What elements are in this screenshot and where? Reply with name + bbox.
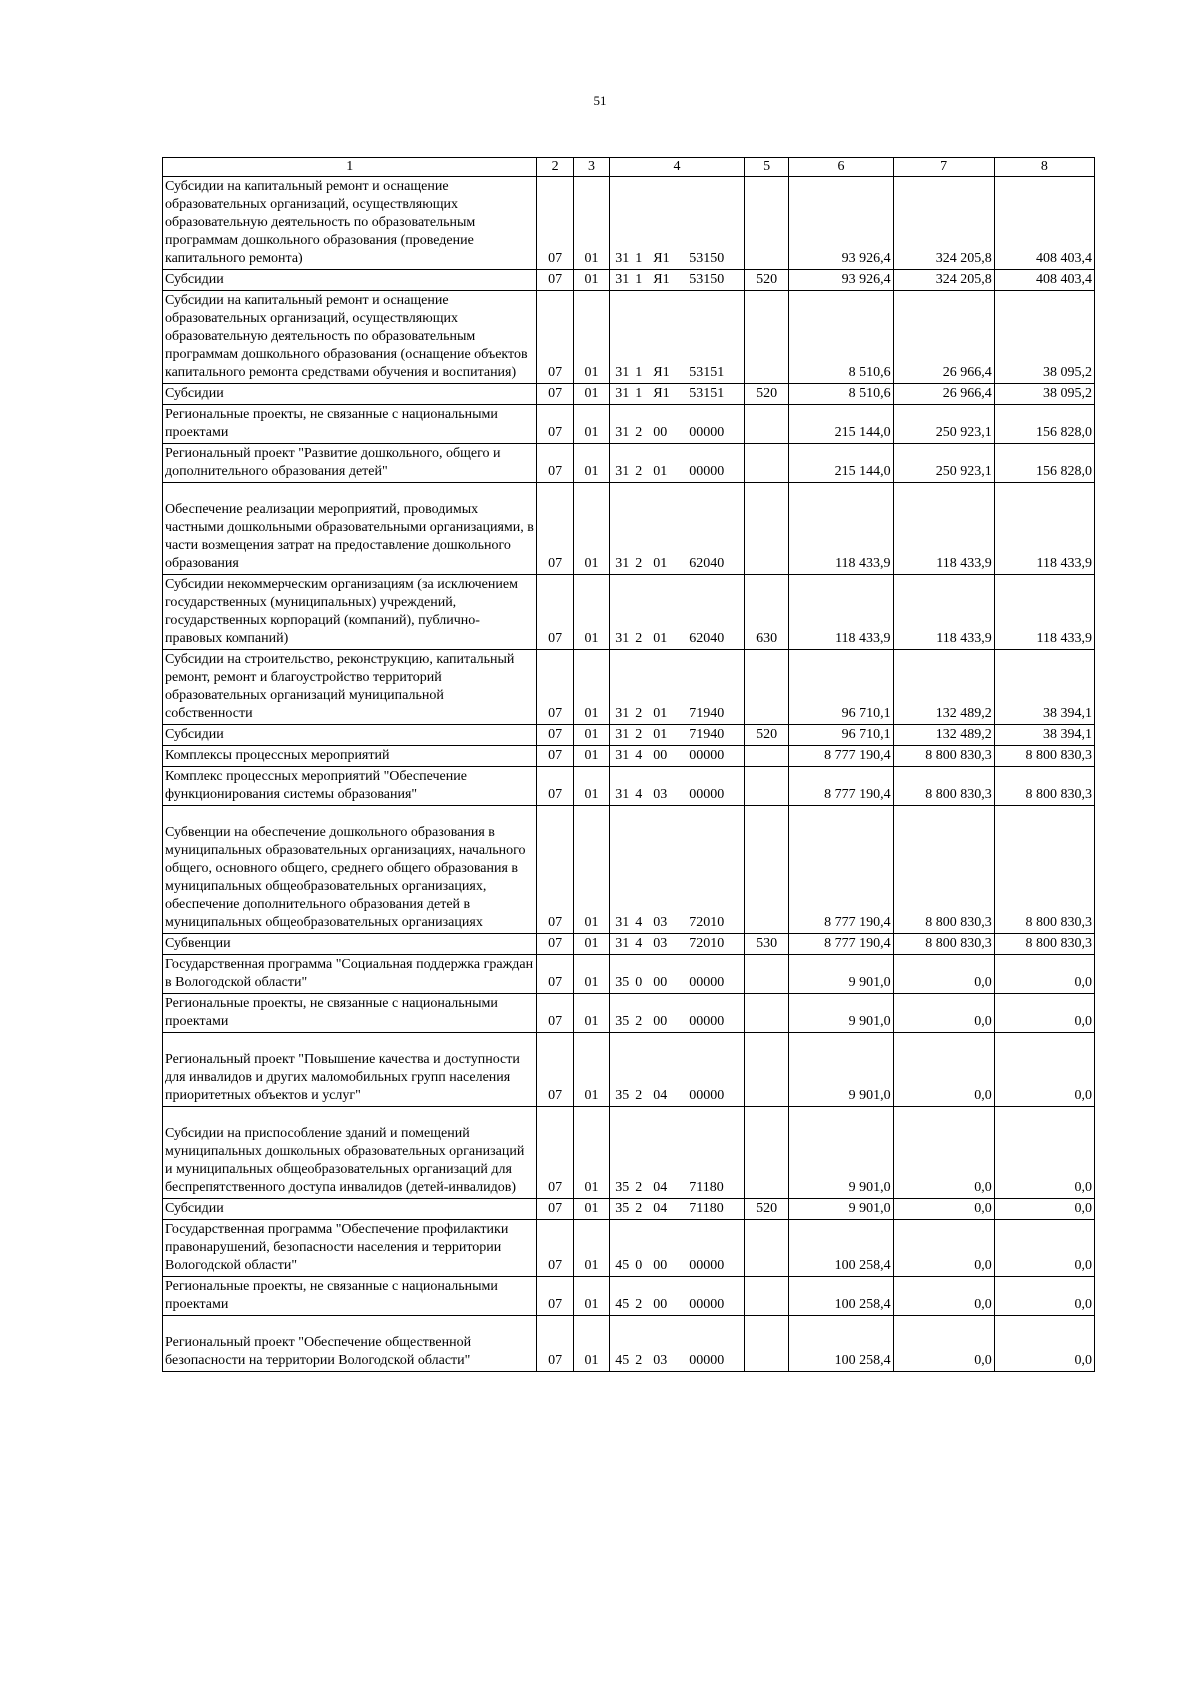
target-article-code <box>610 994 745 1033</box>
article-code-part: 31 <box>615 631 630 646</box>
article-code-part: 45 <box>615 1297 630 1312</box>
row-name: Региональные проекты, не связанные с национальными проектами <box>163 1277 537 1316</box>
expense-type-code: 520 <box>744 384 789 405</box>
amount-year-3: 38 394,1 <box>994 650 1094 725</box>
section-code: 07 <box>537 177 573 270</box>
amount-year-1: 215 144,0 <box>789 444 893 483</box>
row-name: Субвенции <box>163 934 537 955</box>
amount-year-2: 0,0 <box>893 1277 994 1316</box>
amount-year-1: 8 777 190,4 <box>789 934 893 955</box>
target-article-code <box>610 1199 745 1220</box>
section-code: 07 <box>537 806 573 934</box>
amount-year-3: 156 828,0 <box>994 405 1094 444</box>
header-cell-6: 6 <box>789 158 893 177</box>
article-code-part: 53150 <box>689 251 725 266</box>
amount-year-1: 8 777 190,4 <box>789 806 893 934</box>
table-row <box>163 1199 1095 1220</box>
target-article-code <box>610 483 745 575</box>
section-code: 07 <box>537 1277 573 1316</box>
row-name: Региональный проект "Развитие дошкольного, общего и дополнительного образования детей" <box>163 444 537 483</box>
article-code-part: 04 <box>653 1088 668 1103</box>
amount-year-3: 118 433,9 <box>994 575 1094 650</box>
article-code-part: 00000 <box>689 1353 725 1368</box>
article-code-part: 00000 <box>689 1088 725 1103</box>
article-code-part: 03 <box>653 1353 668 1368</box>
amount-year-2: 118 433,9 <box>893 575 994 650</box>
header-cell-7: 7 <box>893 158 994 177</box>
article-code-part: 45 <box>615 1353 630 1368</box>
header-row <box>163 158 1095 177</box>
article-code-part: 00 <box>653 975 668 990</box>
article-code-part: 35 <box>615 1180 630 1195</box>
amount-year-3: 8 800 830,3 <box>994 746 1094 767</box>
section-code: 07 <box>537 291 573 384</box>
article-code-part: 31 <box>615 706 630 721</box>
table-row <box>163 1033 1095 1107</box>
subsection-code: 01 <box>573 650 609 725</box>
article-code-part: 04 <box>653 1180 668 1195</box>
article-code-part: 2 <box>635 464 643 479</box>
amount-year-3: 0,0 <box>994 1220 1094 1277</box>
table-row <box>163 291 1095 384</box>
article-code-part: 62040 <box>689 556 725 571</box>
row-name: Субсидии на капитальный ремонт и оснащение образовательных организаций, осуществляющих образовательную деятельность по образовательным программам дошкольного образования (оснащение объектов капитального ремонта средствами обучения и воспитания) <box>163 291 537 384</box>
article-code-part: 03 <box>653 936 668 951</box>
amount-year-3: 0,0 <box>994 1107 1094 1199</box>
table-row <box>163 444 1095 483</box>
table-row <box>163 650 1095 725</box>
amount-year-3: 0,0 <box>994 1277 1094 1316</box>
target-article-code <box>610 1220 745 1277</box>
target-article-code <box>610 746 745 767</box>
section-code: 07 <box>537 767 573 806</box>
article-code-part: 72010 <box>689 915 725 930</box>
article-code-part: Я1 <box>653 251 670 266</box>
section-code: 07 <box>537 405 573 444</box>
target-article-code <box>610 650 745 725</box>
section-code: 07 <box>537 1316 573 1372</box>
header-cell-5: 5 <box>744 158 789 177</box>
expense-type-code <box>744 291 789 384</box>
header-cell-8: 8 <box>994 158 1094 177</box>
amount-year-1: 8 510,6 <box>789 291 893 384</box>
target-article-code <box>610 767 745 806</box>
amount-year-1: 93 926,4 <box>789 270 893 291</box>
table-row <box>163 1220 1095 1277</box>
section-code: 07 <box>537 725 573 746</box>
amount-year-1: 8 777 190,4 <box>789 746 893 767</box>
article-code-part: 4 <box>635 748 643 763</box>
article-code-part: 71940 <box>689 727 725 742</box>
row-name: Комплексы процессных мероприятий <box>163 746 537 767</box>
section-code: 07 <box>537 384 573 405</box>
row-name: Комплекс процессных мероприятий "Обеспечение функционирования системы образования" <box>163 767 537 806</box>
amount-year-2: 250 923,1 <box>893 444 994 483</box>
amount-year-2: 132 489,2 <box>893 650 994 725</box>
article-code-part: 4 <box>635 915 643 930</box>
article-code-part: 35 <box>615 975 630 990</box>
article-code-part: 00000 <box>689 748 725 763</box>
target-article-code <box>610 725 745 746</box>
article-code-part: 2 <box>635 1297 643 1312</box>
section-code: 07 <box>537 270 573 291</box>
amount-year-2: 132 489,2 <box>893 725 994 746</box>
subsection-code: 01 <box>573 955 609 994</box>
amount-year-2: 0,0 <box>893 1107 994 1199</box>
row-name: Субвенции на обеспечение дошкольного образования в муниципальных образовательных организациях, начального общего, основного общего, среднего общего образования в муниципальных общеобразовательных организациях, обеспечение дополнительного образования детей в муниципальных общеобразовательных организациях <box>163 806 537 934</box>
row-name: Субсидии <box>163 1199 537 1220</box>
amount-year-3: 38 095,2 <box>994 384 1094 405</box>
section-code: 07 <box>537 994 573 1033</box>
row-name: Субсидии <box>163 384 537 405</box>
table-row <box>163 270 1095 291</box>
expense-type-code <box>744 1107 789 1199</box>
article-code-part: 00000 <box>689 787 725 802</box>
row-name: Обеспечение реализации мероприятий, проводимых частными дошкольными образовательными организациями, в части возмещения затрат на предоставление дошкольного образования <box>163 483 537 575</box>
article-code-part: 53151 <box>689 386 725 401</box>
subsection-code: 01 <box>573 1199 609 1220</box>
header-cell-2: 2 <box>537 158 573 177</box>
amount-year-1: 96 710,1 <box>789 650 893 725</box>
article-code-part: 00 <box>653 748 668 763</box>
article-code-part: 31 <box>615 272 630 287</box>
article-code-part: 31 <box>615 386 630 401</box>
table-row <box>163 177 1095 270</box>
article-code-part: 1 <box>635 272 643 287</box>
article-code-part: 00 <box>653 1258 668 1273</box>
expense-type-code <box>744 955 789 994</box>
article-code-part: 00 <box>653 1297 668 1312</box>
amount-year-3: 8 800 830,3 <box>994 806 1094 934</box>
subsection-code: 01 <box>573 270 609 291</box>
expense-type-code <box>744 483 789 575</box>
subsection-code: 01 <box>573 575 609 650</box>
expense-type-code <box>744 746 789 767</box>
table-row <box>163 405 1095 444</box>
amount-year-1: 96 710,1 <box>789 725 893 746</box>
amount-year-3: 38 394,1 <box>994 725 1094 746</box>
article-code-part: 31 <box>615 556 630 571</box>
subsection-code: 01 <box>573 405 609 444</box>
row-name: Региональные проекты, не связанные с национальными проектами <box>163 994 537 1033</box>
table-row <box>163 725 1095 746</box>
row-name: Субсидии на капитальный ремонт и оснащение образовательных организаций, осуществляющих образовательную деятельность по образовательным программам дошкольного образования (проведение капитального ремонта) <box>163 177 537 270</box>
article-code-part: 71940 <box>689 706 725 721</box>
amount-year-2: 8 800 830,3 <box>893 767 994 806</box>
subsection-code: 01 <box>573 1107 609 1199</box>
row-name: Субсидии на приспособление зданий и помещений муниципальных дошкольных образовательных организаций и муниципальных общеобразовательных организаций для беспрепятственного доступа инвалидов (детей-инвалидов) <box>163 1107 537 1199</box>
table-row <box>163 384 1095 405</box>
article-code-part: 04 <box>653 1201 668 1216</box>
table-row <box>163 767 1095 806</box>
amount-year-3: 8 800 830,3 <box>994 767 1094 806</box>
target-article-code <box>610 575 745 650</box>
subsection-code: 01 <box>573 1220 609 1277</box>
row-name: Субсидии <box>163 270 537 291</box>
section-code: 07 <box>537 1220 573 1277</box>
section-code: 07 <box>537 1199 573 1220</box>
section-code: 07 <box>537 934 573 955</box>
table-row <box>163 955 1095 994</box>
section-code: 07 <box>537 575 573 650</box>
header-cell-4: 4 <box>610 158 745 177</box>
article-code-part: 2 <box>635 556 643 571</box>
article-code-part: 31 <box>615 915 630 930</box>
article-code-part: 31 <box>615 425 630 440</box>
article-code-part: 00000 <box>689 975 725 990</box>
amount-year-2: 0,0 <box>893 994 994 1033</box>
article-code-part: 35 <box>615 1088 630 1103</box>
article-code-part: 72010 <box>689 936 725 951</box>
row-name: Региональный проект "Обеспечение общественной безопасности на территории Вологодской области" <box>163 1316 537 1372</box>
row-name: Государственная программа "Социальная поддержка граждан в Вологодской области" <box>163 955 537 994</box>
amount-year-2: 0,0 <box>893 1033 994 1107</box>
article-code-part: 31 <box>615 727 630 742</box>
article-code-part: 2 <box>635 1088 643 1103</box>
expense-type-code <box>744 994 789 1033</box>
article-code-part: 1 <box>635 365 643 380</box>
article-code-part: 01 <box>653 727 668 742</box>
amount-year-2: 0,0 <box>893 955 994 994</box>
amount-year-1: 9 901,0 <box>789 1199 893 1220</box>
subsection-code: 01 <box>573 483 609 575</box>
subsection-code: 01 <box>573 384 609 405</box>
article-code-part: 0 <box>635 1258 643 1273</box>
subsection-code: 01 <box>573 1277 609 1316</box>
article-code-part: 31 <box>615 936 630 951</box>
amount-year-1: 9 901,0 <box>789 1033 893 1107</box>
article-code-part: 00000 <box>689 1258 725 1273</box>
article-code-part: 03 <box>653 787 668 802</box>
subsection-code: 01 <box>573 177 609 270</box>
amount-year-3: 8 800 830,3 <box>994 934 1094 955</box>
target-article-code <box>610 177 745 270</box>
article-code-part: 0 <box>635 975 643 990</box>
article-code-part: 00000 <box>689 464 725 479</box>
target-article-code <box>610 291 745 384</box>
article-code-part: 00 <box>653 1014 668 1029</box>
row-name: Региональный проект "Повышение качества и доступности для инвалидов и других маломобильных групп населения приоритетных объектов и услуг" <box>163 1033 537 1107</box>
row-name: Субсидии некоммерческим организациям (за исключением государственных (муниципальных) учреждений, государственных корпораций (компаний), публично-правовых компаний) <box>163 575 537 650</box>
amount-year-2: 26 966,4 <box>893 384 994 405</box>
table-row <box>163 483 1095 575</box>
amount-year-2: 250 923,1 <box>893 405 994 444</box>
article-code-part: 45 <box>615 1258 630 1273</box>
subsection-code: 01 <box>573 725 609 746</box>
amount-year-2: 0,0 <box>893 1199 994 1220</box>
amount-year-2: 26 966,4 <box>893 291 994 384</box>
article-code-part: 2 <box>635 1180 643 1195</box>
expense-type-code <box>744 444 789 483</box>
article-code-part: Я1 <box>653 386 670 401</box>
target-article-code <box>610 1277 745 1316</box>
expense-type-code: 520 <box>744 725 789 746</box>
article-code-part: 4 <box>635 936 643 951</box>
amount-year-1: 215 144,0 <box>789 405 893 444</box>
amount-year-1: 8 777 190,4 <box>789 767 893 806</box>
section-code: 07 <box>537 483 573 575</box>
section-code: 07 <box>537 746 573 767</box>
amount-year-3: 118 433,9 <box>994 483 1094 575</box>
section-code: 07 <box>537 444 573 483</box>
article-code-part: 2 <box>635 706 643 721</box>
expense-type-code <box>744 1316 789 1372</box>
article-code-part: 01 <box>653 464 668 479</box>
section-code: 07 <box>537 1107 573 1199</box>
article-code-part: 1 <box>635 386 643 401</box>
target-article-code <box>610 384 745 405</box>
amount-year-1: 100 258,4 <box>789 1316 893 1372</box>
subsection-code: 01 <box>573 806 609 934</box>
table-row <box>163 575 1095 650</box>
amount-year-1: 118 433,9 <box>789 483 893 575</box>
expense-type-code <box>744 405 789 444</box>
page-number: 51 <box>593 93 607 108</box>
subsection-code: 01 <box>573 1316 609 1372</box>
article-code-part: 31 <box>615 787 630 802</box>
amount-year-3: 408 403,4 <box>994 177 1094 270</box>
amount-year-1: 93 926,4 <box>789 177 893 270</box>
amount-year-1: 9 901,0 <box>789 1107 893 1199</box>
amount-year-2: 8 800 830,3 <box>893 746 994 767</box>
article-code-part: 53150 <box>689 272 725 287</box>
amount-year-3: 0,0 <box>994 1033 1094 1107</box>
article-code-part: 31 <box>615 251 630 266</box>
article-code-part: 00000 <box>689 1297 725 1312</box>
article-code-part: 31 <box>615 748 630 763</box>
table-row <box>163 1316 1095 1372</box>
article-code-part: 1 <box>635 251 643 266</box>
amount-year-2: 324 205,8 <box>893 177 994 270</box>
article-code-part: 4 <box>635 787 643 802</box>
amount-year-1: 9 901,0 <box>789 955 893 994</box>
article-code-part: 00000 <box>689 425 725 440</box>
subsection-code: 01 <box>573 746 609 767</box>
article-code-part: 2 <box>635 631 643 646</box>
section-code: 07 <box>537 650 573 725</box>
table-row <box>163 934 1095 955</box>
article-code-part: 03 <box>653 915 668 930</box>
subsection-code: 01 <box>573 291 609 384</box>
article-code-part: 01 <box>653 631 668 646</box>
target-article-code <box>610 270 745 291</box>
article-code-part: 2 <box>635 425 643 440</box>
amount-year-1: 118 433,9 <box>789 575 893 650</box>
article-code-part: 01 <box>653 556 668 571</box>
amount-year-3: 156 828,0 <box>994 444 1094 483</box>
amount-year-2: 324 205,8 <box>893 270 994 291</box>
row-name: Субсидии <box>163 725 537 746</box>
subsection-code: 01 <box>573 767 609 806</box>
expense-type-code <box>744 1277 789 1316</box>
amount-year-2: 0,0 <box>893 1220 994 1277</box>
amount-year-1: 9 901,0 <box>789 994 893 1033</box>
expense-type-code: 630 <box>744 575 789 650</box>
article-code-part: 00000 <box>689 1014 725 1029</box>
target-article-code <box>610 955 745 994</box>
target-article-code <box>610 806 745 934</box>
expense-type-code: 520 <box>744 1199 789 1220</box>
subsection-code: 01 <box>573 994 609 1033</box>
article-code-part: 00 <box>653 425 668 440</box>
article-code-part: Я1 <box>653 272 670 287</box>
article-code-part: 35 <box>615 1014 630 1029</box>
expense-type-code <box>744 1033 789 1107</box>
article-code-part: 35 <box>615 1201 630 1216</box>
expense-type-code <box>744 767 789 806</box>
table-row <box>163 1277 1095 1316</box>
expense-type-code: 530 <box>744 934 789 955</box>
expense-type-code <box>744 806 789 934</box>
article-code-part: 01 <box>653 706 668 721</box>
amount-year-3: 408 403,4 <box>994 270 1094 291</box>
amount-year-2: 8 800 830,3 <box>893 934 994 955</box>
table-row <box>163 994 1095 1033</box>
expense-type-code: 520 <box>744 270 789 291</box>
target-article-code <box>610 934 745 955</box>
amount-year-2: 118 433,9 <box>893 483 994 575</box>
table-row <box>163 746 1095 767</box>
article-code-part: 71180 <box>689 1201 724 1216</box>
subsection-code: 01 <box>573 934 609 955</box>
target-article-code <box>610 1033 745 1107</box>
article-code-part: 71180 <box>689 1180 724 1195</box>
amount-year-2: 0,0 <box>893 1316 994 1372</box>
row-name: Субсидии на строительство, реконструкцию, капитальный ремонт, ремонт и благоустройство территорий образовательных организаций муниципальной собственности <box>163 650 537 725</box>
article-code-part: 2 <box>635 1201 643 1216</box>
article-code-part: 62040 <box>689 631 725 646</box>
expense-type-code <box>744 177 789 270</box>
article-code-part: 2 <box>635 1353 643 1368</box>
amount-year-3: 0,0 <box>994 1199 1094 1220</box>
target-article-code <box>610 1316 745 1372</box>
budget-table <box>162 157 1095 1372</box>
target-article-code <box>610 1107 745 1199</box>
target-article-code <box>610 444 745 483</box>
row-name: Региональные проекты, не связанные с национальными проектами <box>163 405 537 444</box>
subsection-code: 01 <box>573 444 609 483</box>
amount-year-1: 100 258,4 <box>789 1220 893 1277</box>
section-code: 07 <box>537 1033 573 1107</box>
article-code-part: 53151 <box>689 365 725 380</box>
header-cell-1: 1 <box>163 158 537 177</box>
article-code-part: 2 <box>635 727 643 742</box>
amount-year-3: 0,0 <box>994 994 1094 1033</box>
row-name: Государственная программа "Обеспечение профилактики правонарушений, безопасности населения и территории Вологодской области" <box>163 1220 537 1277</box>
article-code-part: 31 <box>615 365 630 380</box>
target-article-code <box>610 405 745 444</box>
expense-type-code <box>744 650 789 725</box>
amount-year-1: 100 258,4 <box>789 1277 893 1316</box>
section-code: 07 <box>537 955 573 994</box>
article-code-part: 2 <box>635 1014 643 1029</box>
table-row <box>163 806 1095 934</box>
article-code-part: 31 <box>615 464 630 479</box>
header-cell-3: 3 <box>573 158 609 177</box>
amount-year-2: 8 800 830,3 <box>893 806 994 934</box>
table-body <box>163 158 1095 1372</box>
amount-year-1: 8 510,6 <box>789 384 893 405</box>
subsection-code: 01 <box>573 1033 609 1107</box>
amount-year-3: 38 095,2 <box>994 291 1094 384</box>
article-code-part: Я1 <box>653 365 670 380</box>
expense-type-code <box>744 1220 789 1277</box>
amount-year-3: 0,0 <box>994 1316 1094 1372</box>
table-row <box>163 1107 1095 1199</box>
amount-year-3: 0,0 <box>994 955 1094 994</box>
